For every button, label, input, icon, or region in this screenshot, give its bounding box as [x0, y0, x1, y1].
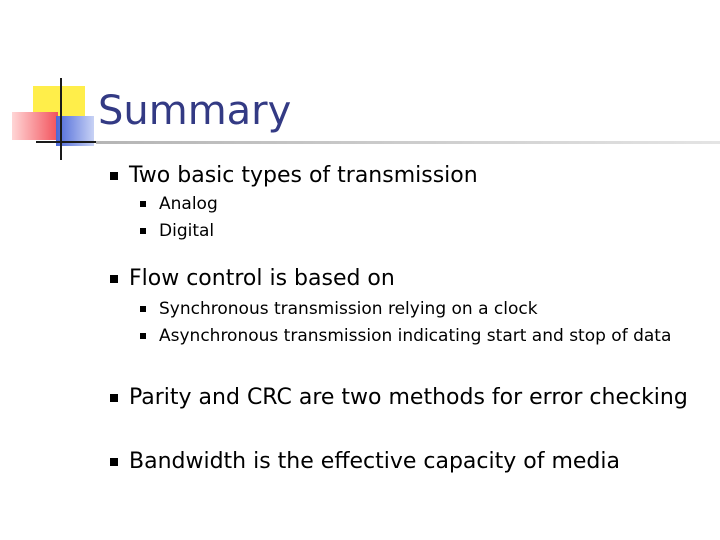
sub-bullet-text: Digital	[159, 221, 215, 241]
bullet-square-icon	[110, 394, 118, 402]
bullet-text: Parity and CRC are two methods for error checking	[129, 385, 688, 410]
title-underline	[96, 141, 720, 144]
sub-bullet-square-icon	[140, 306, 146, 312]
sub-bullet-text: Asynchronous transmission indicating start and stop of data	[159, 326, 672, 346]
slide-title: Summary	[98, 88, 292, 134]
sub-bullet-square-icon	[140, 228, 146, 234]
bullet-square-icon	[110, 458, 118, 466]
slide-logo-decoration	[0, 0, 100, 170]
bullet-square-icon	[110, 275, 118, 283]
bullet-text: Bandwidth is the effective capacity of media	[129, 449, 620, 474]
bullet-square-icon	[110, 172, 118, 180]
logo-vertical-line	[60, 78, 62, 160]
sub-bullet-square-icon	[140, 201, 146, 207]
sub-bullet-text: Synchronous transmission relying on a clock	[159, 299, 538, 319]
sub-bullet-square-icon	[140, 333, 146, 339]
bullet-text: Two basic types of transmission	[129, 163, 478, 188]
logo-horizontal-line	[36, 141, 96, 143]
bullet-text: Flow control is based on	[129, 266, 395, 291]
logo-red-bar	[12, 112, 58, 140]
sub-bullet-text: Analog	[159, 194, 218, 214]
